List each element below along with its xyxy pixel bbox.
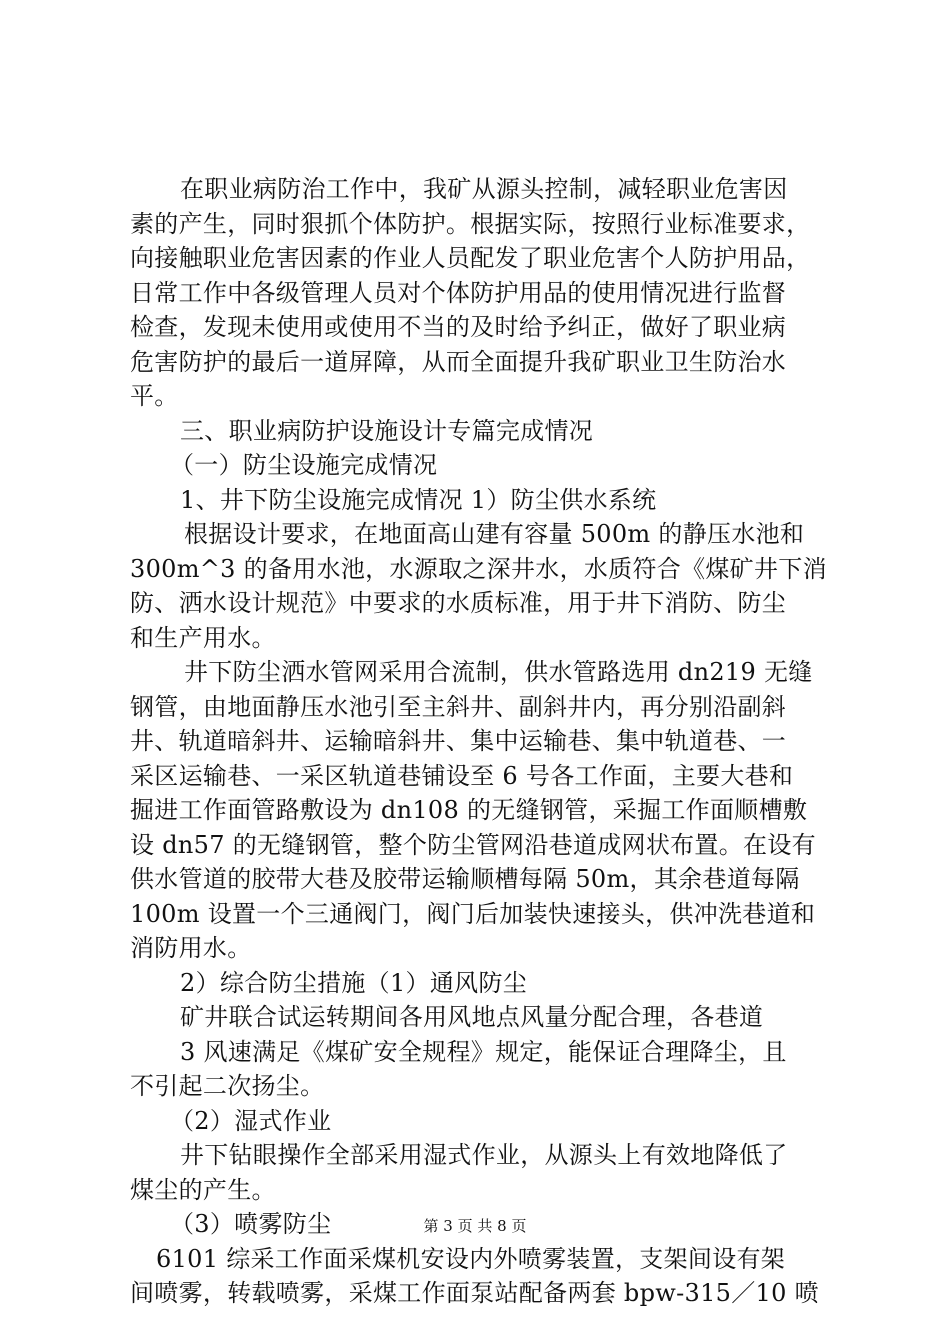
paragraph-line: 矿井联合试运转期间各用风地点风量分配合理，各巷道 (180, 1003, 764, 1031)
paragraph-line: 向接触职业危害因素的作业人员配发了职业危害个人防护用品， (130, 244, 811, 272)
paragraph-line: 不引起二次扬尘。 (130, 1072, 325, 1100)
paragraph-line: 防、洒水设计规范》中要求的水质标准，用于井下消防、防尘 (130, 589, 787, 617)
section-heading: 三、职业病防护设施设计专篇完成情况 (180, 416, 594, 445)
paragraph-line: 供水管道的胶带大巷及胶带运输顺槽每隔 50m，其余巷道每隔 (130, 865, 800, 893)
paragraph-line: 消防用水。 (130, 934, 252, 962)
subsection-heading: 2）综合防尘措施（1）通风防尘 (180, 968, 528, 997)
paragraph-line: 平。 (130, 382, 179, 410)
paragraph-line: 6101 综采工作面采煤机安设内外喷雾装置，支架间设有架 (156, 1244, 786, 1273)
paragraph-line: 日常工作中各级管理人员对个体防护用品的使用情况进行监督 (130, 278, 787, 307)
paragraph-line: 3 风速满足《煤矿安全规程》规定，能保证合理降尘，且 (180, 1037, 787, 1066)
page-footer: 第 3 页 共 8 页 (423, 1217, 527, 1235)
subsection-heading: （2）湿式作业 (170, 1106, 332, 1135)
subsection-heading: （3）喷雾防尘 (170, 1210, 332, 1238)
paragraph-line: 钢管，由地面静压水池引至主斜井、副斜井内，再分别沿副斜 (130, 692, 787, 721)
paragraph-line: 井下钻眼操作全部采用湿式作业，从源头上有效地降低了 (180, 1141, 788, 1169)
paragraph-line: 素的产生，同时狠抓个体防护。根据实际，按照行业标准要求， (130, 209, 811, 238)
paragraph-line: 在职业病防治工作中，我矿从源头控制，减轻职业危害因 (180, 175, 788, 203)
paragraph-line: 和生产用水。 (130, 623, 276, 652)
paragraph-line: 100m 设置一个三通阀门，阀门后加装快速接头，供冲洗巷道和 (130, 899, 816, 928)
paragraph-line: 煤尘的产生。 (130, 1175, 276, 1204)
paragraph-line: 危害防护的最后一道屏障，从而全面提升我矿职业卫生防治水 (130, 347, 787, 376)
paragraph-line: 井下防尘洒水管网采用合流制，供水管路选用 dn219 无缝 (184, 658, 813, 686)
paragraph-line: 井、轨道暗斜井、运输暗斜井、集中运输巷、集中轨道巷、一 (130, 727, 787, 755)
paragraph-line: 设 dn57 的无缝钢管，整个防尘管网沿巷道成网状布置。在设有 (130, 830, 816, 859)
document-body (130, 172, 830, 1311)
subsection-heading: 1、井下防尘设施完成情况 1）防尘供水系统 (180, 485, 657, 514)
paragraph-line: 采区运输巷、一采区轨道巷铺设至 6 号各工作面，主要大巷和 (130, 761, 794, 790)
paragraph-line: 检查，发现未使用或使用不当的及时给予纠正，做好了职业病 (130, 313, 787, 341)
paragraph-line: 300m^3 的备用水池，水源取之深井水，水质符合《煤矿井下消 (130, 554, 827, 583)
paragraph-line: 掘进工作面管路敷设为 dn108 的无缝钢管，采掘工作面顺槽敷 (130, 796, 808, 824)
subsection-heading: （一）防尘设施完成情况 (170, 451, 438, 479)
paragraph-line: 根据设计要求，在地面高山建有容量 500m 的静压水池和 (184, 520, 805, 548)
paragraph-line: 间喷雾，转载喷雾，采煤工作面泵站配备两套 bpw-315／10 喷 (130, 1279, 819, 1307)
